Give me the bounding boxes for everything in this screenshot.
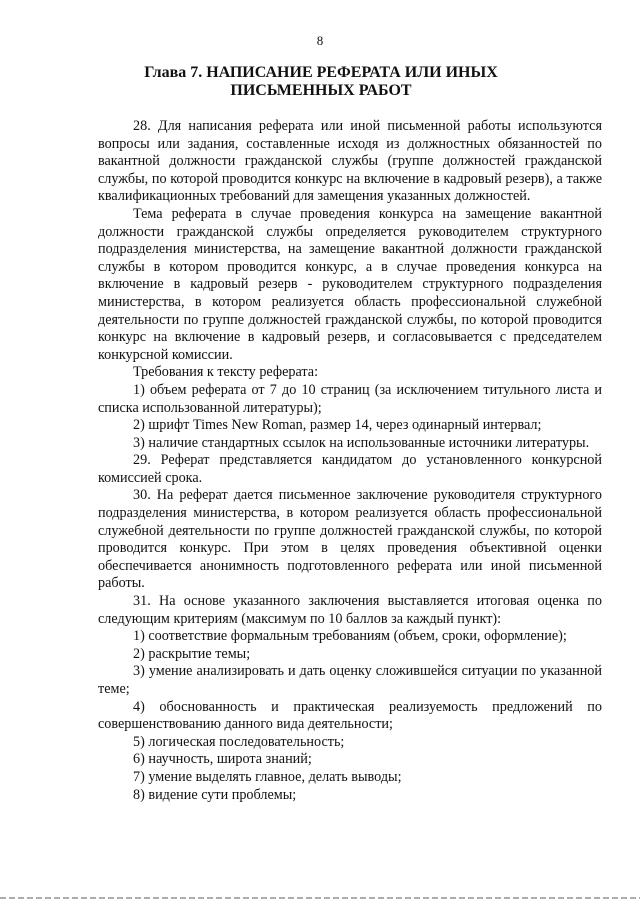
requirement-item-1: 1) объем реферата от 7 до 10 страниц (за исключением титульного листа и списка использованной литературы); xyxy=(98,381,602,416)
page-number: 8 xyxy=(316,33,324,48)
chapter-title: Глава 7. НАПИСАНИЕ РЕФЕРАТА ИЛИ ИНЫХ ПИСЬМЕННЫХ РАБОТ xyxy=(144,64,498,99)
requirement-item-3: 3) наличие стандартных ссылок на использованные источники литературы. xyxy=(133,434,590,451)
criterion-item-2: 2) раскрытие темы; xyxy=(133,645,251,662)
requirement-item-2: 2) шрифт Times New Roman, размер 14, через одинарный интервал; xyxy=(133,417,542,434)
criterion-item-4: 4) обоснованность и практическая реализуемость предложений по совершенствованию данного вида деятельности; xyxy=(98,698,602,733)
criterion-item-1: 1) соответствие формальным требованиям (объем, сроки, оформление); xyxy=(133,628,567,645)
criterion-item-3: 3) умение анализировать и дать оценку сложившейся ситуации по указанной теме; xyxy=(98,663,602,697)
criterion-item-5: 5) логическая последовательность; xyxy=(133,733,345,750)
scan-edge-line xyxy=(0,897,640,899)
criterion-item-8: 8) видение сути проблемы; xyxy=(133,786,297,803)
paragraph-topic: Тема реферата в случае проведения конкурса на замещение вакантной должности гражданской службы определяется руководителем структурного подразделения министерства, на замещение вакантной должности гражданской службы в котором проводится конкурс, а в случае проведения конкурса на включение в кадровый резерв - руководителем структурного подразделения министерства, в котором реализуется область профессиональной служебной деятельности по группе должностей гражданской службы, по которой проводится конкурс на включение в кадровый резерв, и согласовывается с председателем конкурсной комиссии. xyxy=(98,205,602,363)
document-body xyxy=(98,118,602,804)
paragraph-30: 30. На реферат дается письменное заключение руководителя структурного подразделения министерства, в котором реализуется область профессиональной служебной деятельности по группе должностей гражданской службы, по которой проводится конкурс. При этом в целях проведения объективной оценки обеспечивается анонимность подготовленного реферата или иной письменной работы. xyxy=(98,487,602,592)
paragraph-28: 28. Для написания реферата или иной письменной работы используются вопросы или задания, составленные исходя из должностных обязанностей по вакантной должности гражданской службы (группе должностей гражданской службы, по которой проводится конкурс на включение в кадровый резерв), а также квалификационных требований для замещения указанных должностей. xyxy=(98,118,602,205)
criterion-item-7: 7) умение выделять главное, делать выводы; xyxy=(133,768,402,785)
paragraph-requirements-heading: Требования к тексту реферата: xyxy=(133,364,319,381)
paragraph-29: 29. Реферат представляется кандидатом до установленного конкурсной комиссией срока. xyxy=(98,452,602,486)
criterion-item-6: 6) научность, широта знаний; xyxy=(133,751,312,768)
paragraph-31: 31. На основе указанного заключения выставляется итоговая оценка по следующим критериям (максимум по 10 баллов за каждый пункт): xyxy=(98,593,602,627)
